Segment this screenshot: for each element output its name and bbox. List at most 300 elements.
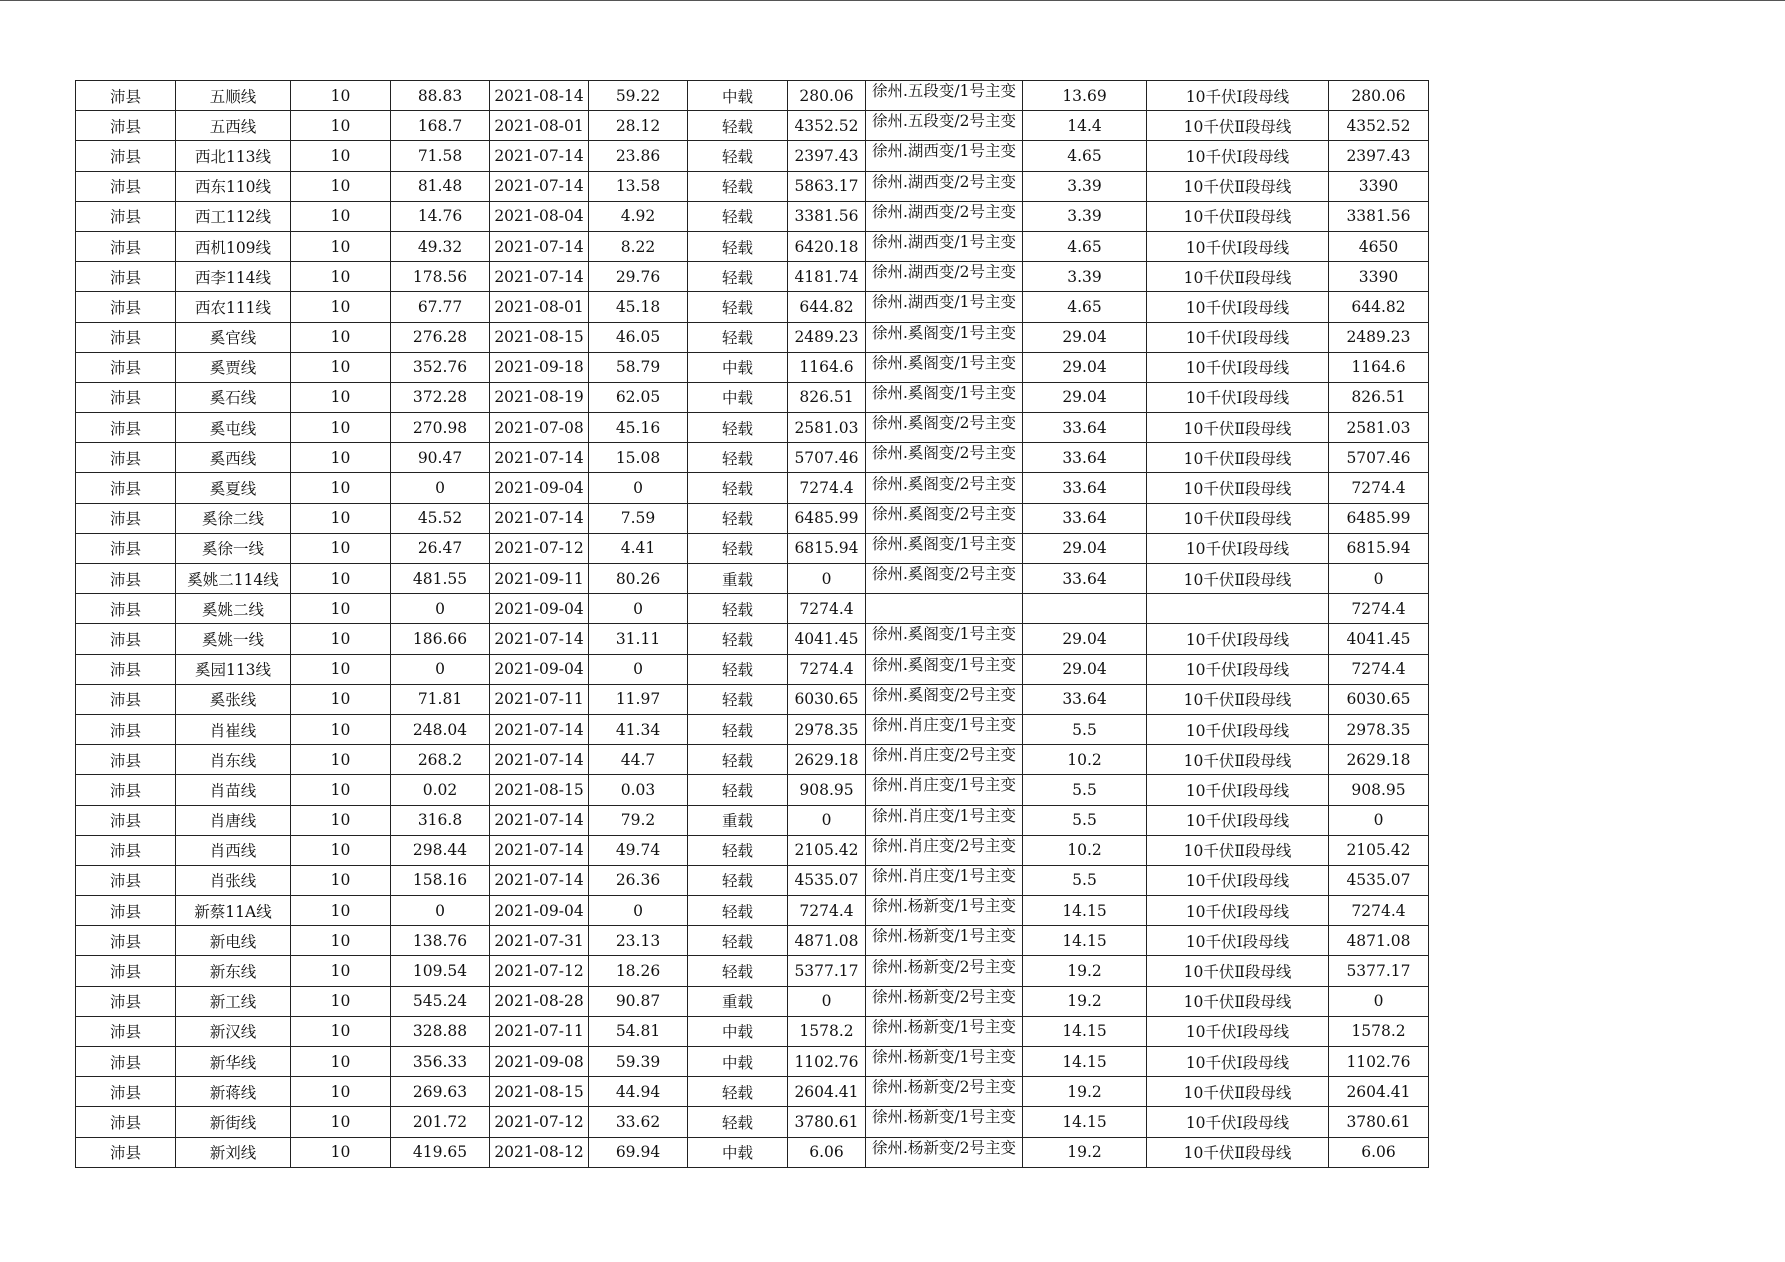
load-status-cell: 轻载 [688, 865, 788, 895]
capacity-cell: 6.06 [788, 1137, 866, 1167]
value-cell: 14.15 [1023, 1047, 1147, 1077]
line-name-cell: 奚西线 [176, 443, 291, 473]
voltage-cell: 10 [291, 503, 391, 533]
date-cell: 2021-09-04 [490, 896, 589, 926]
load-rate-cell: 58.79 [589, 352, 688, 382]
load-status-cell: 中载 [688, 382, 788, 412]
voltage-cell: 10 [291, 352, 391, 382]
load-value-cell: 178.56 [391, 262, 490, 292]
value-cell: 19.2 [1023, 1137, 1147, 1167]
capacity-cell: 644.82 [788, 292, 866, 322]
voltage-cell: 10 [291, 594, 391, 624]
load-rate-cell: 4.92 [589, 201, 688, 231]
date-cell: 2021-07-12 [490, 533, 589, 563]
load-status-cell: 中载 [688, 1047, 788, 1077]
load-value-cell: 0 [391, 594, 490, 624]
load-rate-cell: 46.05 [589, 322, 688, 352]
load-status-cell: 轻载 [688, 684, 788, 714]
substation-text: 徐州.肖庄变/1号主变 [871, 776, 1016, 795]
load-status-cell: 轻载 [688, 443, 788, 473]
line-name-cell: 奚张线 [176, 684, 291, 714]
value-cell: 33.64 [1023, 684, 1147, 714]
substation-cell [866, 111, 1023, 141]
line-name-cell: 奚姚二114线 [176, 564, 291, 594]
load-value-cell: 270.98 [391, 413, 490, 443]
table-row [76, 111, 1429, 141]
value-cell: 5.5 [1023, 714, 1147, 744]
voltage-cell: 10 [291, 262, 391, 292]
substation-cell [866, 473, 1023, 503]
voltage-cell: 10 [291, 654, 391, 684]
substation-cell [866, 443, 1023, 473]
load-value-cell: 71.58 [391, 141, 490, 171]
value-cell: 14.4 [1023, 111, 1147, 141]
load-rate-cell: 41.34 [589, 714, 688, 744]
load-status-cell: 轻载 [688, 956, 788, 986]
date-cell: 2021-07-11 [490, 1016, 589, 1046]
county-cell: 沛县 [76, 745, 176, 775]
capacity-cell: 0 [788, 805, 866, 835]
voltage-cell: 10 [291, 714, 391, 744]
capacity-cell: 1578.2 [788, 1016, 866, 1046]
voltage-cell: 10 [291, 292, 391, 322]
line-name-cell: 肖张线 [176, 865, 291, 895]
substation-cell [866, 141, 1023, 171]
capacity-cell: 4871.08 [788, 926, 866, 956]
load-status-cell: 轻载 [688, 714, 788, 744]
load-rate-cell: 23.86 [589, 141, 688, 171]
load-value-cell: 328.88 [391, 1016, 490, 1046]
county-cell: 沛县 [76, 382, 176, 412]
value-cell: 29.04 [1023, 322, 1147, 352]
substation-text: 徐州.湖西变/2号主变 [871, 202, 1016, 221]
load-rate-cell: 4.41 [589, 533, 688, 563]
county-cell: 沛县 [76, 352, 176, 382]
load-rate-cell: 29.76 [589, 262, 688, 292]
busbar-cell: 10千伏Ⅰ段母线 [1147, 926, 1329, 956]
load-status-cell: 中载 [688, 81, 788, 111]
busbar-cell: 10千伏Ⅱ段母线 [1147, 201, 1329, 231]
load-status-cell: 重载 [688, 564, 788, 594]
value-cell: 4.65 [1023, 231, 1147, 261]
substation-text: 徐州.奚阁变/2号主变 [871, 685, 1016, 704]
busbar-cell: 10千伏Ⅰ段母线 [1147, 714, 1329, 744]
capacity-cell: 280.06 [788, 81, 866, 111]
county-cell: 沛县 [76, 986, 176, 1016]
load-value-cell: 49.32 [391, 231, 490, 261]
table-row [76, 835, 1429, 865]
substation-cell [866, 1047, 1023, 1077]
load-value-cell: 352.76 [391, 352, 490, 382]
available-capacity-cell: 6485.99 [1329, 503, 1429, 533]
load-rate-cell: 79.2 [589, 805, 688, 835]
table-row [76, 201, 1429, 231]
date-cell: 2021-07-12 [490, 956, 589, 986]
busbar-cell: 10千伏Ⅱ段母线 [1147, 684, 1329, 714]
load-status-cell: 轻载 [688, 1077, 788, 1107]
line-name-cell: 西李114线 [176, 262, 291, 292]
date-cell: 2021-08-15 [490, 322, 589, 352]
line-name-cell: 五西线 [176, 111, 291, 141]
voltage-cell: 10 [291, 1107, 391, 1137]
available-capacity-cell: 7274.4 [1329, 473, 1429, 503]
table-row [76, 81, 1429, 111]
value-cell: 14.15 [1023, 896, 1147, 926]
capacity-cell: 7274.4 [788, 473, 866, 503]
substation-text: 徐州.奚阁变/1号主变 [871, 383, 1016, 402]
busbar-cell: 10千伏Ⅱ段母线 [1147, 564, 1329, 594]
date-cell: 2021-08-01 [490, 111, 589, 141]
load-status-cell: 重载 [688, 986, 788, 1016]
substation-text: 徐州.杨新变/2号主变 [871, 957, 1016, 976]
available-capacity-cell: 280.06 [1329, 81, 1429, 111]
line-name-cell: 奚园113线 [176, 654, 291, 684]
load-rate-cell: 45.18 [589, 292, 688, 322]
date-cell: 2021-09-11 [490, 564, 589, 594]
substation-cell [866, 745, 1023, 775]
substation-cell [866, 201, 1023, 231]
date-cell: 2021-08-28 [490, 986, 589, 1016]
voltage-cell: 10 [291, 533, 391, 563]
substation-text: 徐州.杨新变/2号主变 [871, 987, 1016, 1006]
line-name-cell: 肖西线 [176, 835, 291, 865]
substation-cell [866, 775, 1023, 805]
value-cell: 10.2 [1023, 835, 1147, 865]
load-value-cell: 168.7 [391, 111, 490, 141]
available-capacity-cell: 2604.41 [1329, 1077, 1429, 1107]
load-status-cell: 轻载 [688, 896, 788, 926]
voltage-cell: 10 [291, 1137, 391, 1167]
table-row [76, 1137, 1429, 1167]
substation-cell [866, 564, 1023, 594]
voltage-cell: 10 [291, 564, 391, 594]
date-cell: 2021-07-14 [490, 141, 589, 171]
busbar-cell: 10千伏Ⅰ段母线 [1147, 1107, 1329, 1137]
load-value-cell: 45.52 [391, 503, 490, 533]
value-cell: 29.04 [1023, 382, 1147, 412]
busbar-cell: 10千伏Ⅰ段母线 [1147, 896, 1329, 926]
county-cell: 沛县 [76, 443, 176, 473]
available-capacity-cell: 5377.17 [1329, 956, 1429, 986]
table-row [76, 141, 1429, 171]
substation-text: 徐州.奚阁变/1号主变 [871, 534, 1016, 553]
substation-text: 徐州.肖庄变/2号主变 [871, 836, 1016, 855]
county-cell: 沛县 [76, 171, 176, 201]
capacity-cell: 0 [788, 564, 866, 594]
substation-text: 徐州.杨新变/1号主变 [871, 897, 1016, 916]
available-capacity-cell: 4352.52 [1329, 111, 1429, 141]
date-cell: 2021-08-14 [490, 81, 589, 111]
county-cell: 沛县 [76, 714, 176, 744]
substation-cell [866, 684, 1023, 714]
line-name-cell: 奚姚一线 [176, 624, 291, 654]
load-rate-cell: 23.13 [589, 926, 688, 956]
busbar-cell: 10千伏Ⅰ段母线 [1147, 775, 1329, 805]
county-cell: 沛县 [76, 594, 176, 624]
substation-text [866, 595, 1022, 624]
capacity-cell: 6485.99 [788, 503, 866, 533]
available-capacity-cell: 2978.35 [1329, 714, 1429, 744]
county-cell: 沛县 [76, 956, 176, 986]
county-cell: 沛县 [76, 81, 176, 111]
busbar-cell: 10千伏Ⅰ段母线 [1147, 382, 1329, 412]
value-cell: 33.64 [1023, 413, 1147, 443]
load-status-cell: 轻载 [688, 171, 788, 201]
table-row [76, 292, 1429, 322]
load-value-cell: 248.04 [391, 714, 490, 744]
load-rate-cell: 69.94 [589, 1137, 688, 1167]
load-rate-cell: 7.59 [589, 503, 688, 533]
available-capacity-cell: 7274.4 [1329, 594, 1429, 624]
capacity-cell: 2105.42 [788, 835, 866, 865]
county-cell: 沛县 [76, 231, 176, 261]
page-top-rule [0, 0, 1785, 1]
table-row [76, 956, 1429, 986]
line-name-cell: 新汉线 [176, 1016, 291, 1046]
voltage-cell: 10 [291, 81, 391, 111]
line-name-cell: 西北113线 [176, 141, 291, 171]
line-name-cell: 肖东线 [176, 745, 291, 775]
table-row [76, 775, 1429, 805]
load-value-cell: 298.44 [391, 835, 490, 865]
capacity-cell: 0 [788, 986, 866, 1016]
substation-text: 徐州.肖庄变/1号主变 [871, 866, 1016, 885]
value-cell: 29.04 [1023, 352, 1147, 382]
load-rate-cell: 13.58 [589, 171, 688, 201]
capacity-cell: 7274.4 [788, 594, 866, 624]
load-status-cell: 轻载 [688, 473, 788, 503]
value-cell: 19.2 [1023, 986, 1147, 1016]
substation-text: 徐州.湖西变/2号主变 [871, 172, 1016, 191]
capacity-cell: 2629.18 [788, 745, 866, 775]
substation-text: 徐州.奚阁变/1号主变 [871, 625, 1016, 644]
voltage-cell: 10 [291, 1077, 391, 1107]
load-rate-cell: 0 [589, 473, 688, 503]
load-value-cell: 26.47 [391, 533, 490, 563]
substation-text: 徐州.奚阁变/2号主变 [871, 565, 1016, 584]
substation-cell [866, 805, 1023, 835]
table-body [76, 81, 1429, 1168]
capacity-cell: 908.95 [788, 775, 866, 805]
available-capacity-cell: 4650 [1329, 231, 1429, 261]
substation-text: 徐州.杨新变/1号主变 [871, 1108, 1016, 1127]
line-name-cell: 五顺线 [176, 81, 291, 111]
date-cell: 2021-09-08 [490, 1047, 589, 1077]
load-value-cell: 14.76 [391, 201, 490, 231]
available-capacity-cell: 5707.46 [1329, 443, 1429, 473]
substation-cell [866, 533, 1023, 563]
table-row [76, 443, 1429, 473]
substation-text: 徐州.奚阁变/2号主变 [871, 504, 1016, 523]
table-row [76, 865, 1429, 895]
substation-cell [866, 322, 1023, 352]
value-cell: 33.64 [1023, 564, 1147, 594]
available-capacity-cell: 0 [1329, 986, 1429, 1016]
line-name-cell: 奚石线 [176, 382, 291, 412]
county-cell: 沛县 [76, 896, 176, 926]
substation-cell [866, 654, 1023, 684]
load-rate-cell: 45.16 [589, 413, 688, 443]
substation-text: 徐州.肖庄变/2号主变 [871, 746, 1016, 765]
line-name-cell: 新刘线 [176, 1137, 291, 1167]
capacity-cell: 5377.17 [788, 956, 866, 986]
line-name-cell: 西工112线 [176, 201, 291, 231]
value-cell: 3.39 [1023, 171, 1147, 201]
capacity-cell: 4352.52 [788, 111, 866, 141]
available-capacity-cell: 644.82 [1329, 292, 1429, 322]
available-capacity-cell: 7274.4 [1329, 896, 1429, 926]
table-row [76, 503, 1429, 533]
date-cell: 2021-08-19 [490, 382, 589, 412]
voltage-cell: 10 [291, 1016, 391, 1046]
line-name-cell: 奚夏线 [176, 473, 291, 503]
substation-cell [866, 1016, 1023, 1046]
table-row [76, 1016, 1429, 1046]
busbar-cell: 10千伏Ⅱ段母线 [1147, 986, 1329, 1016]
county-cell: 沛县 [76, 564, 176, 594]
load-value-cell: 67.77 [391, 292, 490, 322]
value-cell: 3.39 [1023, 262, 1147, 292]
date-cell: 2021-09-04 [490, 654, 589, 684]
busbar-cell [1147, 594, 1329, 624]
voltage-cell: 10 [291, 171, 391, 201]
load-value-cell: 269.63 [391, 1077, 490, 1107]
substation-cell [866, 171, 1023, 201]
voltage-cell: 10 [291, 624, 391, 654]
value-cell: 33.64 [1023, 443, 1147, 473]
capacity-cell: 2397.43 [788, 141, 866, 171]
date-cell: 2021-08-01 [490, 292, 589, 322]
voltage-cell: 10 [291, 322, 391, 352]
load-rate-cell: 8.22 [589, 231, 688, 261]
line-name-cell: 肖崔线 [176, 714, 291, 744]
substation-text: 徐州.奚阁变/2号主变 [871, 414, 1016, 433]
substation-cell [866, 352, 1023, 382]
line-name-cell: 奚徐二线 [176, 503, 291, 533]
capacity-cell: 1164.6 [788, 352, 866, 382]
table-row [76, 1077, 1429, 1107]
load-rate-cell: 33.62 [589, 1107, 688, 1137]
table-row [76, 805, 1429, 835]
date-cell: 2021-07-14 [490, 262, 589, 292]
capacity-cell: 2604.41 [788, 1077, 866, 1107]
line-name-cell: 新工线 [176, 986, 291, 1016]
busbar-cell: 10千伏Ⅰ段母线 [1147, 865, 1329, 895]
busbar-cell: 10千伏Ⅱ段母线 [1147, 956, 1329, 986]
load-rate-cell: 54.81 [589, 1016, 688, 1046]
available-capacity-cell: 6815.94 [1329, 533, 1429, 563]
table-row [76, 745, 1429, 775]
load-status-cell: 轻载 [688, 292, 788, 322]
voltage-cell: 10 [291, 141, 391, 171]
table-row [76, 413, 1429, 443]
line-name-cell: 西农111线 [176, 292, 291, 322]
load-rate-cell: 44.94 [589, 1077, 688, 1107]
load-value-cell: 138.76 [391, 926, 490, 956]
load-status-cell: 轻载 [688, 533, 788, 563]
load-rate-cell: 0 [589, 896, 688, 926]
substation-cell [866, 503, 1023, 533]
table-row [76, 714, 1429, 744]
voltage-cell: 10 [291, 805, 391, 835]
substation-cell [866, 865, 1023, 895]
available-capacity-cell: 2581.03 [1329, 413, 1429, 443]
load-rate-cell: 59.22 [589, 81, 688, 111]
busbar-cell: 10千伏Ⅰ段母线 [1147, 81, 1329, 111]
date-cell: 2021-07-11 [490, 684, 589, 714]
load-value-cell: 276.28 [391, 322, 490, 352]
available-capacity-cell: 2489.23 [1329, 322, 1429, 352]
load-rate-cell: 0 [589, 654, 688, 684]
available-capacity-cell: 4871.08 [1329, 926, 1429, 956]
capacity-cell: 2978.35 [788, 714, 866, 744]
county-cell: 沛县 [76, 624, 176, 654]
voltage-cell: 10 [291, 382, 391, 412]
busbar-cell: 10千伏Ⅰ段母线 [1147, 624, 1329, 654]
load-rate-cell: 80.26 [589, 564, 688, 594]
busbar-cell: 10千伏Ⅱ段母线 [1147, 473, 1329, 503]
table-row [76, 594, 1429, 624]
substation-cell [866, 413, 1023, 443]
line-name-cell: 新蔡11A线 [176, 896, 291, 926]
capacity-cell: 4535.07 [788, 865, 866, 895]
load-value-cell: 109.54 [391, 956, 490, 986]
date-cell: 2021-07-14 [490, 865, 589, 895]
value-cell: 14.15 [1023, 926, 1147, 956]
available-capacity-cell: 6030.65 [1329, 684, 1429, 714]
county-cell: 沛县 [76, 654, 176, 684]
voltage-cell: 10 [291, 443, 391, 473]
load-rate-cell: 49.74 [589, 835, 688, 865]
load-status-cell: 中载 [688, 1016, 788, 1046]
capacity-cell: 5863.17 [788, 171, 866, 201]
load-status-cell: 轻载 [688, 141, 788, 171]
substation-text: 徐州.奚阁变/1号主变 [871, 655, 1016, 674]
load-status-cell: 中载 [688, 352, 788, 382]
voltage-cell: 10 [291, 1047, 391, 1077]
substation-text: 徐州.杨新变/1号主变 [871, 1017, 1016, 1036]
voltage-cell: 10 [291, 986, 391, 1016]
busbar-cell: 10千伏Ⅰ段母线 [1147, 292, 1329, 322]
load-status-cell: 轻载 [688, 201, 788, 231]
busbar-cell: 10千伏Ⅰ段母线 [1147, 322, 1329, 352]
value-cell: 5.5 [1023, 865, 1147, 895]
substation-cell [866, 986, 1023, 1016]
table-row [76, 1047, 1429, 1077]
date-cell: 2021-07-14 [490, 805, 589, 835]
county-cell: 沛县 [76, 111, 176, 141]
value-cell: 29.04 [1023, 654, 1147, 684]
load-value-cell: 481.55 [391, 564, 490, 594]
available-capacity-cell: 6.06 [1329, 1137, 1429, 1167]
capacity-cell: 1102.76 [788, 1047, 866, 1077]
substation-cell [866, 956, 1023, 986]
substation-cell [866, 262, 1023, 292]
date-cell: 2021-07-14 [490, 835, 589, 865]
date-cell: 2021-07-31 [490, 926, 589, 956]
voltage-cell: 10 [291, 201, 391, 231]
load-value-cell: 356.33 [391, 1047, 490, 1077]
county-cell: 沛县 [76, 926, 176, 956]
voltage-cell: 10 [291, 231, 391, 261]
load-rate-cell: 28.12 [589, 111, 688, 141]
county-cell: 沛县 [76, 292, 176, 322]
value-cell: 29.04 [1023, 533, 1147, 563]
substation-cell [866, 714, 1023, 744]
load-rate-cell: 90.87 [589, 986, 688, 1016]
substation-cell [866, 835, 1023, 865]
busbar-cell: 10千伏Ⅱ段母线 [1147, 1077, 1329, 1107]
